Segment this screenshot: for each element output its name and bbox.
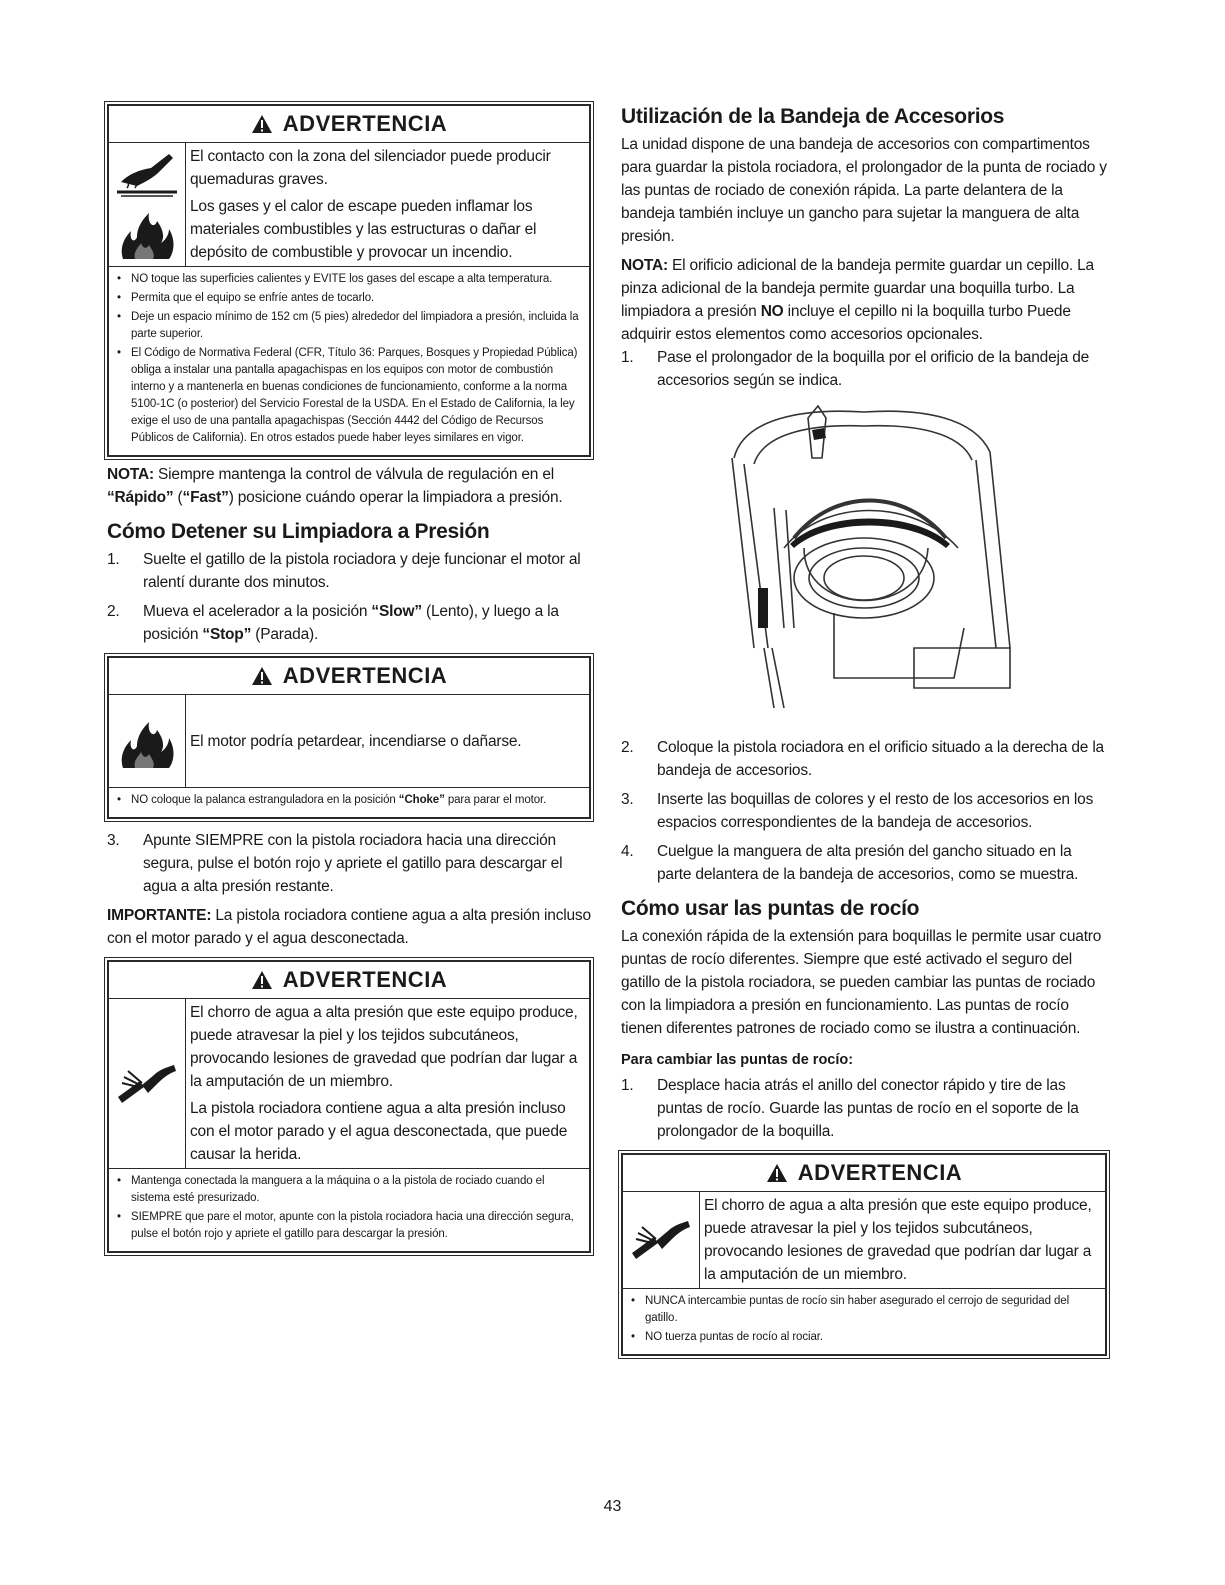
- list-item: • Deje un espacio mínimo de 152 cm (5 pies) alrededor del limpiadora a presión, incluida la parte superior.: [117, 311, 579, 340]
- right-column: [621, 104, 1107, 1356]
- warning-box-spray-tips: [621, 1153, 1107, 1356]
- warning-icons: [109, 143, 185, 266]
- warning-icons: [109, 999, 185, 1168]
- warning-title: ADVERTENCIA: [797, 1160, 963, 1185]
- warning-bullet-list: [109, 1169, 589, 1251]
- list-item: • El Código de Normativa Federal (CFR, Título 36: Parques, Bosques y Propiedad Pública) obliga a instalar una pantalla apagachispas en los equipos con motor de combustión interno y a mantenerla en buenas condiciones de funcionamiento, conforme a la norma 5100-1C (o posterior) del Servicio Forestal de la USDA. En el Estado de California, la ley exige el uso de una pantalla apagachispas (Sección 4442 del Código de Recursos Públicos de California). En otros estados puede haber leyes similares en vigor.: [117, 347, 578, 444]
- warning-icons: [109, 695, 185, 787]
- warning-title: ADVERTENCIA: [282, 663, 448, 688]
- high-pressure-spray-injury-icon: [628, 1215, 694, 1265]
- warning-box-muffler: [107, 104, 591, 457]
- section-heading: Cómo usar las puntas de rocío: [621, 897, 920, 920]
- list-item: 1. Desplace hacia atrás el anillo del conector rápido y tire de las puntas de rocío. Guarde las puntas de rocío en el soporte de la prolongador de la boquilla.: [621, 1077, 1079, 1140]
- list-item: • NO toque las superficies calientes y EVITE los gases del escape a alta temperatura.: [117, 273, 553, 285]
- warning-header: [623, 1155, 1105, 1192]
- warning-text: El chorro de agua a alta presión que este equipo produce, puede atravesar la piel y los tejidos subcutáneos, provocando lesiones de gravedad que podrían dar lugar a la amputación de un miembro.: [704, 1197, 1092, 1283]
- importante-paragraph: IMPORTANTE: La pistola rociadora contiene agua a alta presión incluso con el motor parado y el agua desconectada.: [107, 907, 591, 947]
- warning-text: El chorro de agua a alta presión que este equipo produce, puede atravesar la piel y los tejidos subcutáneos, provocando lesiones de gravedad que podrían dar lugar a la amputación de un miembro.: [190, 1004, 578, 1090]
- list-item: • NO coloque la palanca estranguladora en la posición “Choke” para parar el motor.: [117, 794, 547, 806]
- page-number: 43: [603, 1498, 622, 1515]
- list-item: • SIEMPRE que pare el motor, apunte con la pistola rociadora hacia una dirección segura, pulse el botón rojo y apriete el gatillo para descargar la presión.: [117, 1211, 574, 1240]
- warning-header: [109, 658, 589, 695]
- warning-bullet-list: [109, 267, 589, 455]
- paragraph: La conexión rápida de la extensión para boquillas le permite usar cuatro puntas de rocío diferentes. Siempre que esté activado el seguro del gatillo de la pistola rociadora, se pueden cambiar las puntas de rociado con la limpiadora a presión en funcionamiento. Las puntas de rocío tienen diferentes patrones de rociado como se ilustra a continuación.: [621, 928, 1102, 1037]
- list-item: • NUNCA intercambie puntas de rocío sin haber asegurado el cerrojo de seguridad del gatillo.: [631, 1295, 1070, 1324]
- list-item: 1. Pase el prolongador de la boquilla por el orificio de la bandeja de accesorios según se indica.: [621, 349, 1090, 389]
- accessory-tray-illustration: [714, 398, 1014, 728]
- list-item: 2. Coloque la pistola rociadora en el orificio situado a la derecha de la bandeja de accesorios.: [621, 739, 1104, 779]
- warning-title: ADVERTENCIA: [282, 111, 448, 136]
- section-heading: Cómo Detener su Limpiadora a Presión: [107, 520, 490, 543]
- left-column: [107, 104, 591, 1253]
- warning-bullet-list: [109, 788, 589, 817]
- list-item: 3. Apunte SIEMPRE con la pistola rociadora hacia una dirección segura, pulse el botón rojo y apriete el gatillo para descargar el agua a alta presión restante.: [107, 832, 563, 895]
- hot-surface-burn-icon: [115, 148, 179, 200]
- warning-text: Los gases y el calor de escape pueden inflamar los materiales combustibles y las estructuras o dañar el depósito de combustible y provocar un incendio.: [190, 198, 537, 261]
- warning-title: ADVERTENCIA: [282, 967, 448, 992]
- warning-box-backfire: [107, 656, 591, 819]
- fire-icon: [115, 203, 179, 261]
- list-item: • Permita que el equipo se enfríe antes de tocarlo.: [117, 292, 375, 304]
- list-item: 3. Inserte las boquillas de colores y el resto de los accesorios en los espacios correspondientes de la bandeja de accesorios.: [621, 791, 1094, 831]
- warning-icons: [623, 1192, 699, 1288]
- warning-text: El contacto con la zona del silenciador puede producir quemaduras graves.: [190, 148, 551, 188]
- section-heading: Utilización de la Bandeja de Accesorios: [621, 105, 1005, 128]
- warning-text: La pistola rociadora contiene agua a alta presión incluso con el motor parado y el agua desconectada, que puede causar la herida.: [190, 1100, 568, 1163]
- nota-paragraph: NOTA: Siempre mantenga la control de válvula de regulación en el “Rápido” (“Fast”) posicione cuándo operar la limpiadora a presión.: [107, 466, 563, 506]
- warning-header: [109, 962, 589, 999]
- list-item: 4. Cuelgue la manguera de alta presión del gancho situado en la parte delantera de la bandeja de accesorios, como se muestra.: [621, 843, 1079, 883]
- warning-bullet-list: [623, 1289, 1105, 1354]
- paragraph: La unidad dispone de una bandeja de accesorios con compartimentos para guardar la pistola rociadora, el prolongador de la punta de rociado y las puntas de rociado de conexión rápida. La parte delantera de la bandeja también incluye un gancho para sujetar la manguera de alta presión.: [621, 136, 1107, 245]
- list-item: 1. Suelte el gatillo de la pistola rociadora y deje funcionar el motor al ralentí durante dos minutos.: [107, 551, 581, 591]
- subheading: Para cambiar las puntas de rocío:: [621, 1052, 854, 1068]
- high-pressure-spray-injury-icon: [114, 1059, 180, 1109]
- fire-icon: [115, 712, 179, 770]
- warning-triangle-icon: [251, 970, 273, 990]
- warning-triangle-icon: [766, 1163, 788, 1183]
- list-item: • NO tuerza puntas de rocío al rociar.: [631, 1331, 823, 1343]
- list-item: 2. Mueva el acelerador a la posición “Slow” (Lento), y luego a la posición “Stop” (Parada).: [107, 603, 559, 643]
- warning-triangle-icon: [251, 114, 273, 134]
- nota-paragraph: NOTA: El orificio adicional de la bandeja permite guardar un cepillo. La pinza adicional de la bandeja permite guardar una boquilla turbo. La limpiadora a presión NO incluye el cepillo ni la boquilla turbo Puede adquirir estos elementos como accesorios opcionales.: [621, 257, 1094, 343]
- warning-header: [109, 106, 589, 143]
- warning-box-high-pressure: [107, 960, 591, 1253]
- warning-text: El motor podría petardear, incendiarse o dañarse.: [190, 732, 522, 750]
- warning-triangle-icon: [251, 666, 273, 686]
- list-item: • Mantenga conectada la manguera a la máquina o a la pistola de rociado cuando el sistema esté presurizado.: [117, 1175, 545, 1204]
